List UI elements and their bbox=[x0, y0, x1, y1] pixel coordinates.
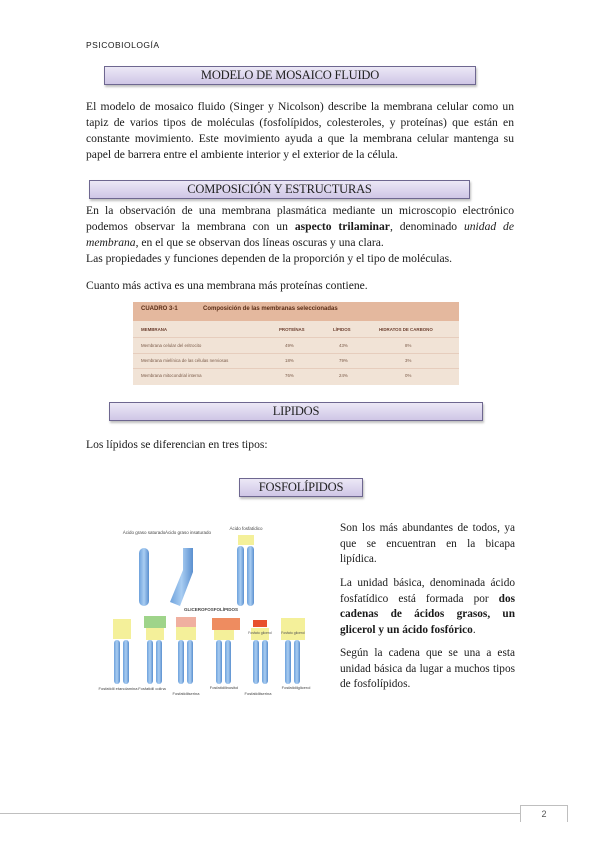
table-cell: 76% bbox=[285, 373, 294, 378]
glycerophospholipid-diagram bbox=[96, 522, 326, 698]
fatty-acid-chain bbox=[178, 640, 184, 684]
table-cell: Membrana celular del eritrocito bbox=[141, 343, 202, 348]
table-col-header: MEMBRANA bbox=[141, 327, 168, 332]
diagram-label: Fosfatidilserina bbox=[172, 691, 200, 696]
membrane-composition-table bbox=[133, 302, 459, 385]
mosaico-paragraph: El modelo de mosaico fluido (Singer y Nicolson) describe la membrana celular como un tapiz de varios tipos de moléculas (fosfolípidos, colesteroles, y proteínas) que están en constante movimiento. Este movimiento ayuda a que la membrana celular mantenga su papel de barrera entre el ambiente interior y el exterior de la célula. bbox=[86, 100, 514, 161]
table-row bbox=[133, 339, 459, 354]
composicion-bold-term: aspecto trilaminar bbox=[294, 220, 390, 233]
fatty-acid-chain bbox=[253, 640, 259, 684]
diagram-label: Fosfatidilinositol bbox=[209, 685, 239, 690]
composicion-paragraph bbox=[86, 203, 514, 251]
head-group bbox=[176, 617, 196, 627]
table-title: Composición de las membranas seleccionadas bbox=[203, 306, 338, 312]
fatty-acid-chain bbox=[170, 548, 193, 606]
table-row bbox=[133, 369, 459, 383]
phospholipid-molecule bbox=[138, 616, 166, 691]
section-title-mosaico: MODELO DE MOSAICO FLUIDO bbox=[104, 66, 476, 85]
composicion-text-2: , denominado bbox=[389, 220, 464, 233]
head-group bbox=[214, 630, 234, 640]
fatty-acid-chain bbox=[123, 640, 129, 684]
phospholipid-molecule bbox=[245, 620, 273, 696]
diagram-section-label: GLICEROFOSFOLÍPIDOS bbox=[183, 607, 239, 612]
fatty-acid-chain bbox=[114, 640, 120, 684]
head-group bbox=[253, 620, 267, 627]
table-cell: 24% bbox=[339, 373, 348, 378]
table-cell: 18% bbox=[285, 358, 294, 363]
head-group bbox=[281, 618, 305, 640]
fatty-acid-chain bbox=[225, 640, 231, 684]
phospholipid-molecule bbox=[99, 619, 139, 691]
document-header: PSICOBIOLOGÍA bbox=[86, 40, 160, 50]
composicion-proportion-line: Las propiedades y funciones dependen de la proporción y el tipo de moléculas. bbox=[86, 252, 453, 265]
fosfolipidos-text-2: . bbox=[472, 623, 476, 636]
diagram-label: Fosfato glicerol bbox=[248, 631, 272, 635]
table-cell: 79% bbox=[339, 358, 348, 363]
section-title-lipidos: LIPIDOS bbox=[109, 402, 483, 421]
head-group bbox=[144, 616, 166, 628]
fatty-acid-chain bbox=[156, 640, 162, 684]
table-caption bbox=[133, 302, 459, 321]
section-title-fosfolipidos: FOSFOLÍPIDOS bbox=[239, 478, 363, 497]
fosfolipidos-paragraph-3: Según la cadena que se una a esta unidad básica da lugar a muchos tipos de fosfolípidos. bbox=[340, 647, 515, 691]
diagram-label: Ácido fosfatídico bbox=[229, 526, 263, 531]
phospholipid-molecule bbox=[210, 618, 240, 690]
fatty-acid-chain bbox=[216, 640, 222, 684]
head-group bbox=[176, 627, 196, 640]
saturated-fatty-acid bbox=[123, 529, 166, 606]
head-group bbox=[146, 628, 164, 640]
footer-divider bbox=[0, 813, 520, 814]
page-number: 2 bbox=[520, 805, 568, 822]
fatty-acid-chain bbox=[139, 548, 149, 606]
fosfolipidos-bold-term: dos cadenas de ácidos grasos, un glicerol y un ácido fosfórico bbox=[340, 592, 515, 636]
phospholipid-molecule bbox=[281, 618, 310, 690]
fatty-acid-chain bbox=[147, 640, 153, 684]
diagram-label: Fosfatidil colina bbox=[138, 686, 166, 691]
diagram-label: Fosfatidilserina bbox=[244, 691, 272, 696]
diagram-label: Fosfatidil etanolamina bbox=[98, 686, 138, 691]
fatty-acid-chain bbox=[237, 546, 244, 606]
phosphate-head bbox=[238, 535, 254, 545]
table-row bbox=[133, 354, 459, 369]
table-cell: 0% bbox=[405, 373, 412, 378]
diagram-label: Ácido graso insaturado bbox=[164, 530, 212, 535]
table-cell: 3% bbox=[405, 358, 412, 363]
composicion-text-1: En la observación de una membrana plasmática mediante un microscopio electrónico podemos observar la membrana con un bbox=[86, 204, 514, 233]
fosfolipidos-paragraph-1: Son los más abundantes de todos, ya que se encuentran en la bicapa lipídica. bbox=[340, 522, 515, 566]
table-cell: Membrana mielínica de las células nerviosas bbox=[141, 358, 229, 363]
table-col-header: HIDRATOS DE CARBONO bbox=[379, 327, 433, 332]
lipidos-intro: Los lípidos se diferencian en tres tipos: bbox=[86, 438, 268, 451]
diagram-label: Fosfato glicerol bbox=[281, 631, 305, 635]
table-tag: CUADRO 3-1 bbox=[141, 306, 178, 312]
table-cell: Membrana mitocondrial interna bbox=[141, 373, 202, 378]
fosfolipidos-paragraph-2 bbox=[340, 576, 515, 638]
composicion-activity-line: Cuanto más activa es una membrana más proteínas contiene. bbox=[86, 279, 368, 292]
section-title-composicion: COMPOSICIÓN Y ESTRUCTURAS bbox=[89, 180, 470, 199]
table-header-row bbox=[133, 323, 459, 338]
table-cell: 8% bbox=[405, 343, 412, 348]
phosphatidic-acid bbox=[229, 525, 263, 606]
head-group bbox=[113, 619, 131, 639]
fatty-acid-chain bbox=[294, 640, 300, 684]
table-col-header: PROTEÍNAS bbox=[279, 327, 305, 332]
fatty-acid-chain bbox=[262, 640, 268, 684]
fatty-acid-chain bbox=[285, 640, 291, 684]
table-cell: 49% bbox=[285, 343, 294, 348]
fatty-acid-chain bbox=[247, 546, 254, 606]
unsaturated-fatty-acid bbox=[165, 529, 212, 606]
head-group bbox=[212, 618, 240, 630]
phospholipid-molecule bbox=[173, 617, 201, 696]
composicion-italic-term: unidad de membrana bbox=[86, 220, 514, 249]
fatty-acid-chain bbox=[187, 640, 193, 684]
table-col-header: LÍPIDOS bbox=[333, 327, 351, 332]
fosfolipidos-text-1: La unidad básica, denominada ácido fosfatídico está formada por bbox=[340, 577, 515, 605]
diagram-label: Fosfatidilglicerol bbox=[281, 685, 311, 690]
composicion-text-3: , en el que se observan dos líneas oscuras y una clara. bbox=[135, 236, 384, 249]
diagram-label: Ácido graso saturado bbox=[122, 530, 166, 535]
table-cell: 43% bbox=[339, 343, 348, 348]
